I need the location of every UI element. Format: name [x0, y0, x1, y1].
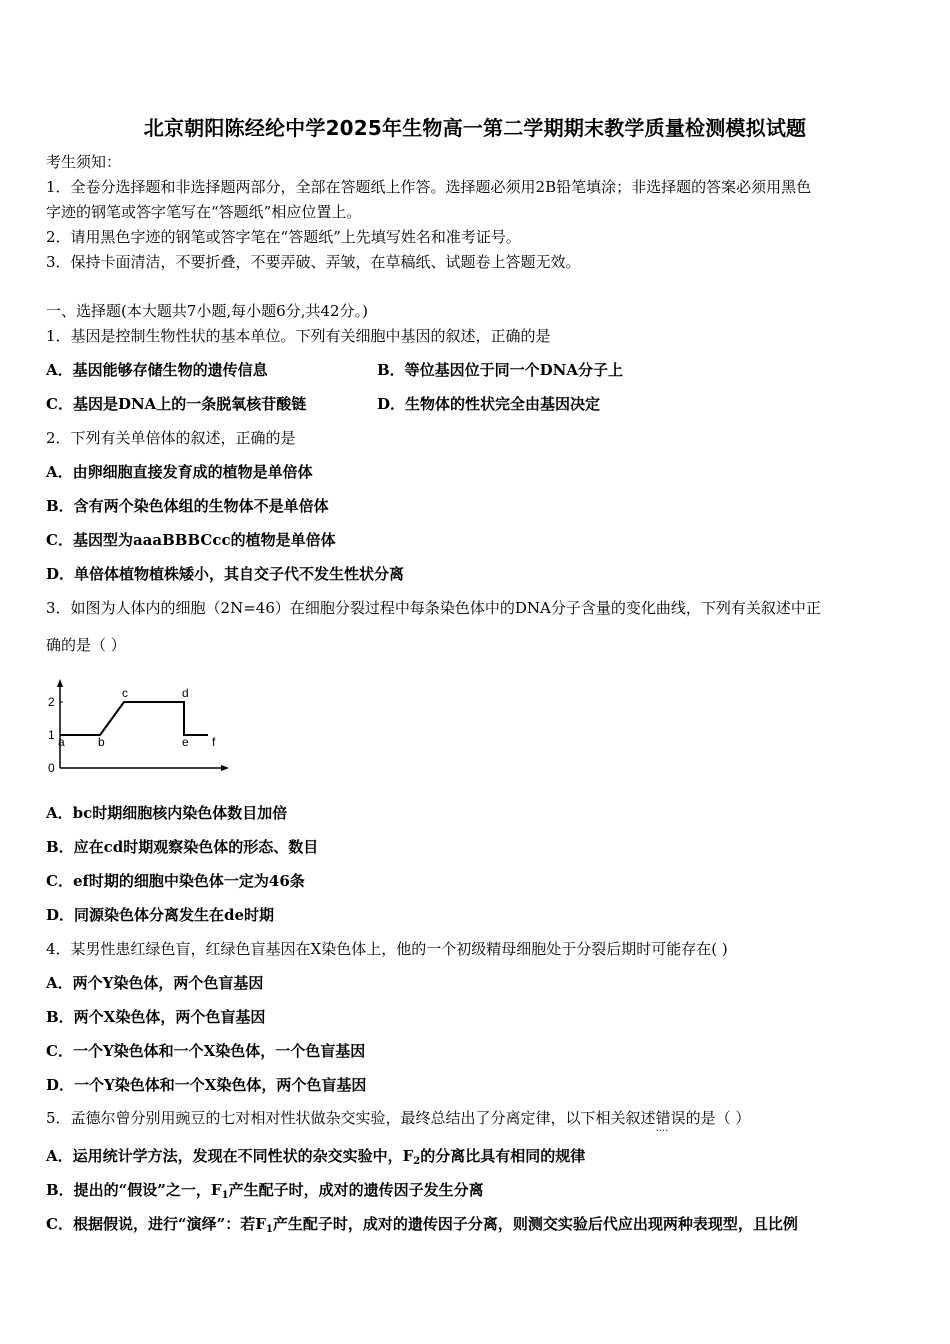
point-label-a: a: [58, 735, 65, 749]
q5-option-b-text: B．提出的“假设”之一，F: [46, 1181, 222, 1199]
q5-option-b: [46, 1180, 484, 1206]
dna-content-line: [60, 702, 208, 735]
q2-option-a: A．由卵细胞直接发育成的植物是单倍体: [46, 463, 313, 481]
q5-option-a-tail: 的分离比具有相同的规律: [420, 1147, 586, 1165]
dna-content-chart: [44, 676, 244, 784]
q5-option-c-sub: 1: [265, 1224, 273, 1235]
q5-stem-emphasis: 错误的 ....: [656, 1109, 701, 1127]
q5-stem: [46, 1108, 750, 1128]
notice-item-1: 1．全卷分选择题和非选择题两部分，全部在答题纸上作答。选择题必须用2B铅笔填涂；非选择题的答案必须用黑色: [46, 178, 812, 196]
q3-option-b: B．应在cd时期观察染色体的形态、数目: [46, 838, 319, 856]
q5-option-b-sub: 1: [221, 1190, 229, 1201]
q4-option-a: A．两个Y染色体，两个色盲基因: [46, 974, 264, 992]
q5-option-a-sub: 2: [413, 1156, 421, 1167]
q5-stem-tail: 是（ ）: [700, 1109, 751, 1127]
point-label-f: f: [212, 735, 216, 749]
q5-option-a: [46, 1146, 585, 1172]
q1-option-d: D．生物体的性状完全由基因决定: [377, 395, 601, 413]
q4-option-c: C．一个Y染色体和一个X染色体，一个色盲基因: [46, 1042, 366, 1060]
notice-item-2: 2．请用黑色字迹的钢笔或答字笔在“答题纸”上先填写姓名和准考证号。: [46, 228, 521, 246]
q4-option-b: B．两个X染色体，两个色盲基因: [46, 1008, 266, 1026]
q2-option-d: D．单倍体植物植株矮小，其自交子代不发生性状分离: [46, 565, 405, 583]
q5-option-b-tail: 产生配子时，成对的遗传因子发生分离: [228, 1181, 484, 1199]
notice-item-1-cont: 字迹的钢笔或答字笔写在“答题纸”相应位置上。: [46, 203, 362, 221]
q5-option-c-text: C．根据假说，进行“演绎”：若F: [46, 1215, 266, 1233]
q3-stem-cont: 确的是（ ）: [46, 636, 126, 654]
q4-option-d: D．一个Y染色体和一个X染色体，两个色盲基因: [46, 1076, 367, 1094]
section-heading: 一、选择题(本大题共7小题,每小题6分,共42分。): [46, 302, 368, 320]
q5-option-c: [46, 1214, 798, 1240]
q3-stem: 3．如图为人体内的细胞（2N=46）在细胞分裂过程中每条染色体中的DNA分子含量的变化曲线，下列有关叙述中正: [46, 599, 821, 617]
q2-option-c: C．基因型为aaaBBBCcc的植物是单倍体: [46, 531, 336, 549]
notice-item-3: 3．保持卡面清洁，不要折叠，不要弄破、弄皱，在草稿纸、试题卷上答题无效。: [46, 253, 581, 271]
q3-option-c: C．ef时期的细胞中染色体一定为46条: [46, 872, 305, 890]
q5-stem-text: 5．孟德尔曾分别用豌豆的七对相对性状做杂交实验，最终总结出了分离定律，以下相关叙述: [46, 1109, 656, 1127]
y-tick-label: 0: [48, 761, 55, 775]
q4-stem: 4．某男性患红绿色盲，红绿色盲基因在X染色体上，他的一个初级精母细胞处于分裂后期时可能存在( ): [46, 940, 728, 958]
point-label-c: c: [122, 686, 128, 700]
q5-option-a-text: A．运用统计学方法，发现在不同性状的杂交实验中，F: [46, 1147, 414, 1165]
page-title: 北京朝阳陈经纶中学2025年生物高一第二学期期末教学质量检测模拟试题: [143, 116, 807, 140]
notice-heading: 考生须知：: [46, 153, 122, 171]
q3-option-d: D．同源染色体分离发生在de时期: [46, 906, 275, 924]
point-label-e: e: [182, 735, 189, 749]
point-label-b: b: [98, 735, 105, 749]
point-label-d: d: [182, 686, 189, 700]
q1-option-a: A．基因能够存储生物的遗传信息: [46, 361, 268, 379]
q1-stem: 1．基因是控制生物性状的基本单位。下列有关细胞中基因的叙述，正确的是: [46, 327, 551, 345]
y-tick-label: 1: [48, 728, 55, 742]
q1-option-b: B．等位基因位于同一个DNA分子上: [377, 361, 624, 379]
q2-option-b: B．含有两个染色体组的生物体不是单倍体: [46, 497, 329, 515]
q1-option-c: C．基因是DNA上的一条脱氧核苷酸链: [46, 395, 307, 413]
x-axis-arrow: [221, 765, 229, 771]
y-tick-label: 2: [48, 695, 55, 709]
q3-option-a: A．bc时期细胞核内染色体数目加倍: [46, 804, 288, 822]
q5-option-c-tail: 产生配子时，成对的遗传因子分离，则测交实验后代应出现两种表现型，且比例: [272, 1215, 798, 1233]
y-axis-arrow: [57, 679, 63, 687]
q2-stem: 2．下列有关单倍体的叙述，正确的是: [46, 429, 296, 447]
